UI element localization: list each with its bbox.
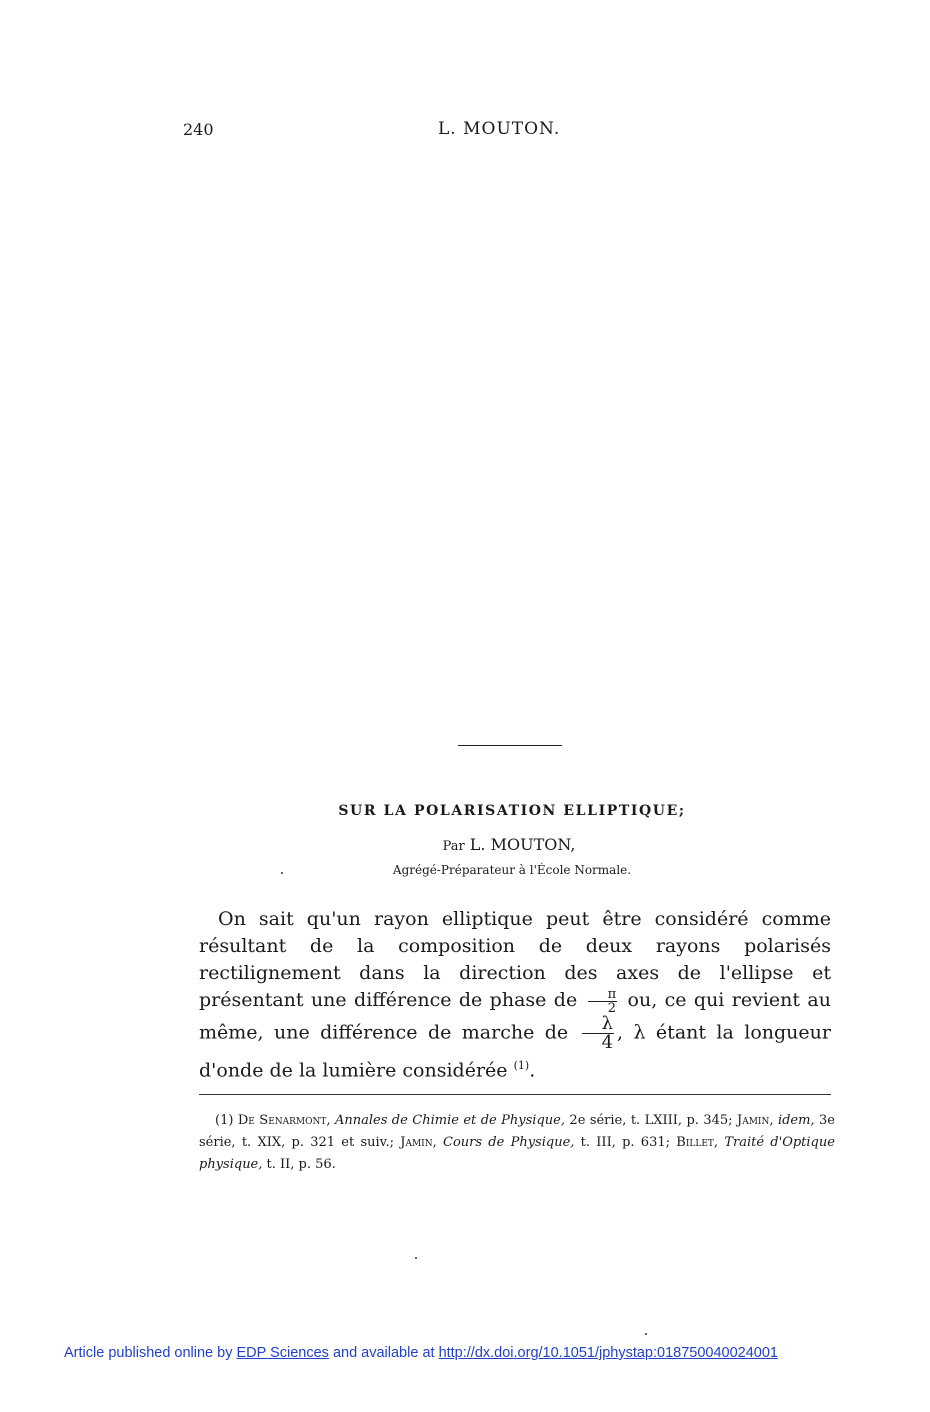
- publisher-link[interactable]: EDP Sciences: [236, 1345, 329, 1361]
- footnote-work: Cours de Physique,: [443, 1135, 575, 1150]
- footnote-author: De Senarmont,: [237, 1113, 331, 1128]
- fraction-lambda-over-4: [582, 1012, 614, 1053]
- speck-mark: [645, 1333, 647, 1335]
- article-title: SUR LA POLARISATION ELLIPTIQUE;: [338, 803, 686, 819]
- publisher-notice-prefix: Article published online by: [64, 1345, 233, 1361]
- body-text-part1: On sait qu'un rayon elliptique peut être considéré comme résultant de la composition de deux rayons polarisés rectilignement dans la direction des axes de l'ellipse et présentant une différence de phase de: [199, 908, 831, 1011]
- footnote-reference[interactable]: (1): [513, 1058, 530, 1072]
- author-name: L. MOUTON,: [469, 835, 576, 854]
- fraction-pi-over-2: [588, 988, 618, 1015]
- separator-rule: [458, 745, 562, 746]
- footnote-reference-detail: t. II, p. 56.: [266, 1157, 336, 1172]
- fraction-numerator: π: [588, 988, 618, 1002]
- page-number: 240: [183, 120, 214, 139]
- fraction-denominator: 4: [601, 1031, 614, 1053]
- footnote-rule: [199, 1094, 831, 1095]
- fraction-denominator: 2: [607, 1000, 616, 1016]
- running-head: L. MOUTON.: [438, 119, 561, 139]
- footnote-reference-detail: 3e série, t. XIX, p. 321 et suiv.;: [199, 1113, 835, 1150]
- body-text-part4: .: [529, 1058, 536, 1081]
- footnote-author: Jamin,: [400, 1135, 437, 1150]
- footnote-reference-detail: t. III, p. 631;: [580, 1135, 671, 1150]
- publisher-notice-middle: and available at: [332, 1345, 435, 1361]
- footnote-marker: (1): [215, 1113, 234, 1128]
- author-affiliation: Agrégé-Préparateur à l'École Normale.: [392, 863, 632, 877]
- footnote-work: Traité d'Optique physique,: [199, 1135, 835, 1172]
- footnote-work: Annales de Chimie et de Physique,: [334, 1113, 565, 1128]
- footnote: [199, 1110, 835, 1176]
- fraction-numerator: λ: [582, 1015, 614, 1034]
- publisher-notice: [64, 1345, 778, 1361]
- doi-link[interactable]: http://dx.doi.org/10.1051/jphystap:018750040024001: [438, 1345, 778, 1361]
- body-text-part2: ou, ce qui revient au même, une différence de marche de: [199, 989, 831, 1043]
- footnote-author: Billet,: [676, 1135, 719, 1150]
- footnote-reference-detail: 2e série, t. LXIII, p. 345;: [569, 1113, 733, 1128]
- footnote-author: Jamin,: [737, 1113, 774, 1128]
- footnote-work: idem,: [777, 1113, 815, 1128]
- body-paragraph: [199, 906, 831, 1084]
- speck-mark: [281, 872, 283, 874]
- byline-prefix: Par: [442, 839, 465, 854]
- byline: [0, 835, 930, 854]
- body-text-part3: , λ étant la longueur d'onde de la lumière considérée: [199, 1021, 831, 1081]
- speck-mark: [415, 1257, 417, 1259]
